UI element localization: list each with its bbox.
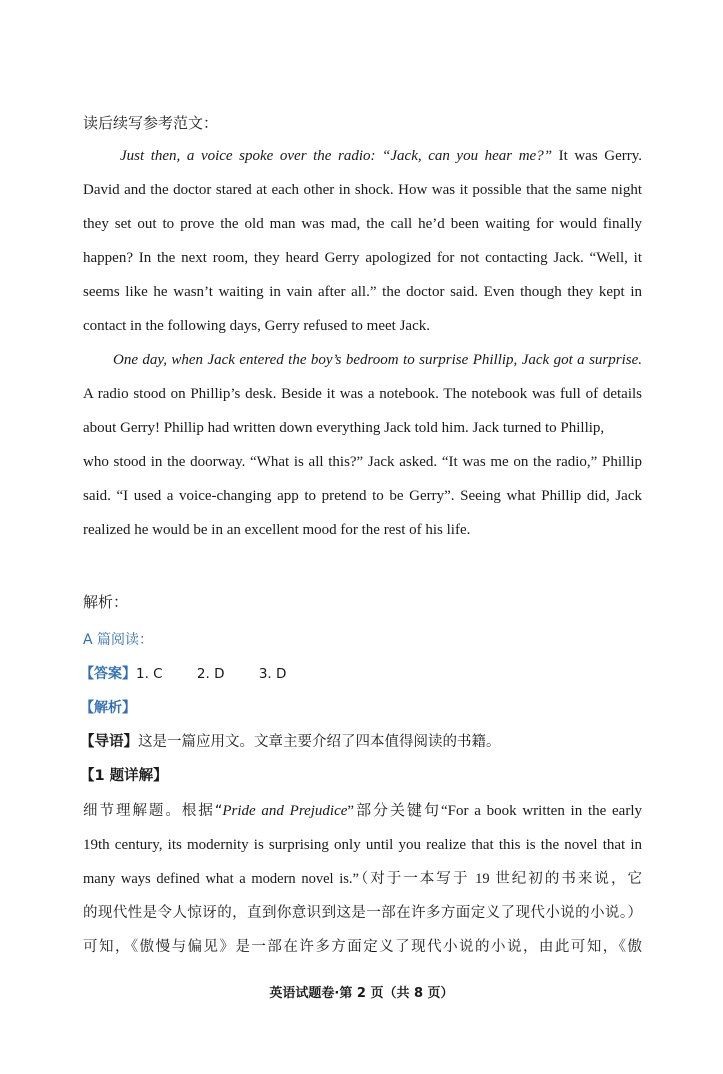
daoyu-text: 这是一篇应用文。文章主要介绍了四本值得阅读的书籍。: [138, 734, 501, 750]
essay-p1-line-2: David and the doctor stared at each other in shock. How was it possible that the same night: [83, 182, 642, 198]
essay-p1-line-3: they set out to prove the old man was mad, the call he’d been waiting for would finally: [83, 216, 642, 232]
essay-p2-line-2: A radio stood on Phillip’s desk. Beside it was a notebook. The notebook was full of details: [83, 386, 642, 402]
section-label: A 篇阅读：: [83, 632, 154, 648]
essay-p2-line-3: about Gerry! Phillip had written down everything Jack told him. Jack turned to Phillip,: [83, 420, 605, 436]
daoyu-row: [80, 732, 501, 752]
answer-row: [80, 664, 286, 684]
book-title: Pride and Prejudice: [222, 803, 348, 819]
answer-values: 1. C 2. D 3. D: [136, 666, 287, 682]
analysis-title: 解析：: [83, 593, 129, 611]
essay-p1-line-6: contact in the following days, Gerry refused to meet Jack.: [83, 318, 430, 334]
q1-line-3: many ways defined what a modern novel is.”（对于一本写于 19 世纪初的书来说，它: [83, 871, 642, 887]
q1-line-1: [83, 801, 642, 821]
essay-p2-line-6: realized he would be in an excellent mood for the rest of his life.: [83, 522, 471, 538]
essay-heading: 读后续写参考范文：: [83, 114, 219, 132]
daoyu-label: 【导语】: [80, 734, 138, 750]
essay-p1-line-5: seems like he wasn’t waiting in vain after all.” the doctor said. Even though they kept in: [83, 284, 642, 300]
essay-p2-line-5: said. “I used a voice-changing app to pretend to be Gerry”. Seeing what Phillip did, Jack: [83, 488, 642, 504]
answer-label: 【答案】: [80, 666, 136, 682]
essay-p2-line-1: [113, 350, 642, 370]
essay-p1-line-4: happen? In the next room, they heard Gerry apologized for not contacting Jack. “Well, it: [83, 250, 642, 266]
q1-line-5: 可知，《傲慢与偏见》是一部在许多方面定义了现代小说的小说，由此可知，《傲: [83, 939, 642, 955]
text-run: It was Gerry.: [552, 148, 642, 164]
text-run: ”部分关键句“For a book written in the early: [347, 803, 642, 819]
essay-p1-line-1: [120, 146, 642, 166]
jiexi-label: 【解析】: [80, 700, 136, 716]
text-run: 细节理解题。根据“: [83, 803, 223, 819]
italic-opening: One day, when Jack entered the boy’s bedroom to surprise Phillip, Jack got a surprise.: [113, 352, 642, 368]
page-footer: 英语试题卷·第 2 页（共 8 页）: [269, 986, 454, 1001]
q1-line-4: 的现代性是令人惊讶的，直到你意识到这是一部在许多方面定义了现代小说的小说。）: [83, 905, 642, 921]
essay-p2-line-4: who stood in the doorway. “What is all this?” Jack asked. “It was me on the radio,” Phillip: [83, 454, 642, 470]
italic-opening: Just then, a voice spoke over the radio: “Jack, can you hear me?”: [120, 148, 553, 164]
q1-label: 【1 题详解】: [80, 768, 168, 784]
q1-line-2: 19th century, its modernity is surprising only until you realize that this is the novel that in: [83, 837, 642, 853]
